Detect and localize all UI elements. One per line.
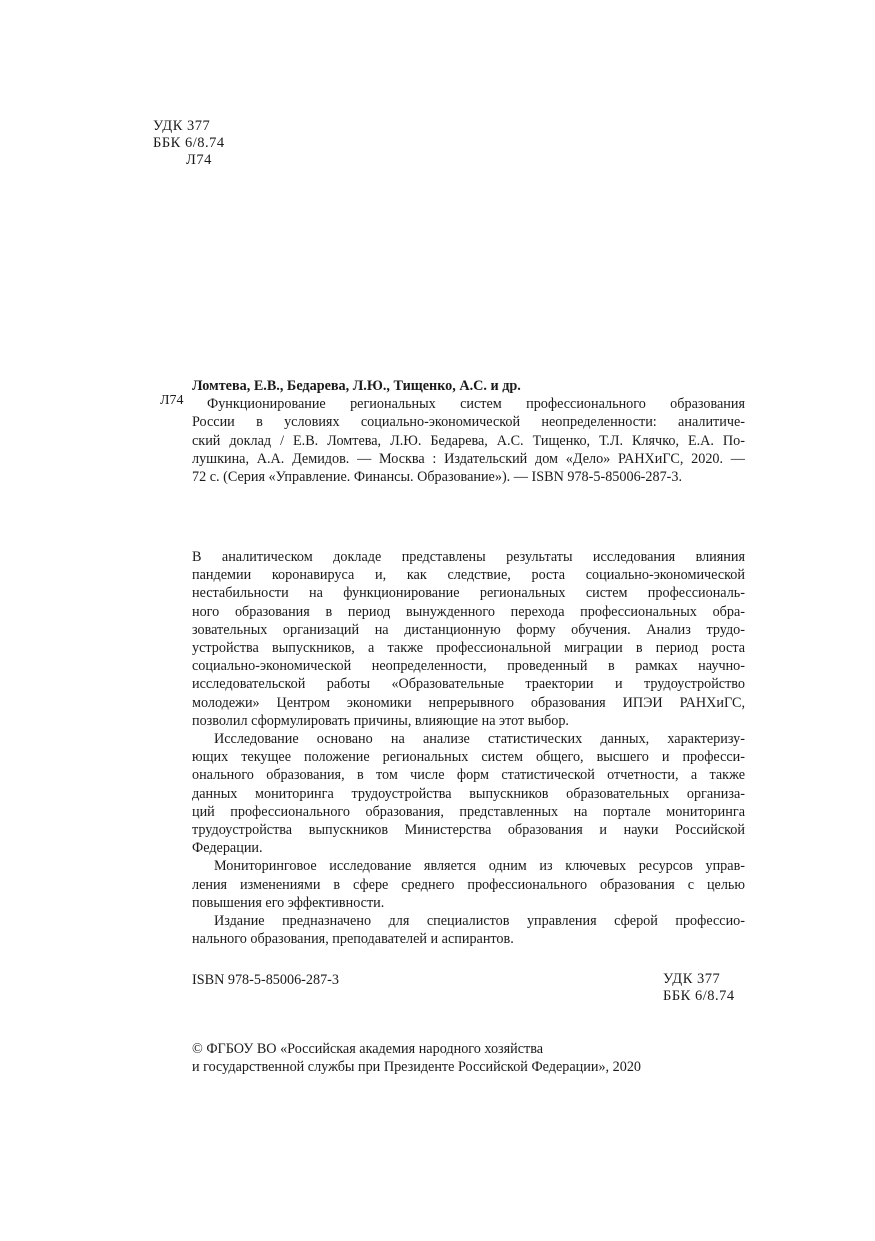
udk-code: УДК 377 (153, 118, 211, 134)
abstract-line: зовательных организаций на дистанционную форму обучения. Анализ трудо- (192, 621, 745, 638)
biblio-line: лушкина, А.А. Демидов. — Москва : Издательский дом «Дело» РАНХиГС, 2020. — (192, 450, 745, 467)
bbk-code: ББК 6/8.74 (663, 988, 735, 1004)
bbk-code: ББК 6/8.74 (153, 135, 225, 151)
abstract-line: Исследование основано на анализе статистических данных, характеризу- (214, 731, 745, 748)
abstract-line: данных мониторинга трудоустройства выпускников образовательных организа- (192, 785, 745, 802)
abstract-line: В аналитическом докладе представлены результаты исследования влияния (192, 549, 745, 565)
copyright-line: и государственной службы при Президенте Российской Федерации», 2020 (192, 1059, 642, 1076)
abstract-line: Федерации. (192, 840, 263, 857)
udk-code: УДК 377 (663, 971, 721, 987)
abstract-line: трудоустройства выпускников Министерства образования и науки Российской (192, 822, 745, 839)
abstract-line: молодежи» Центром экономики непрерывного образования ИПЭИ РАНХиГС, (192, 694, 745, 711)
author-mark-left: Л74 (160, 393, 184, 408)
abstract-line: ций профессионального образования, представленных на портале мониторинга (192, 803, 745, 820)
author-mark: Л74 (186, 152, 212, 168)
abstract-line: пандемии коронавируса и, как следствие, роста социально-экономической (192, 567, 745, 584)
classification-codes-top (153, 118, 225, 169)
abstract-line: позволил сформулировать причины, влияющие на этот выбор. (192, 712, 569, 729)
isbn: ISBN 978-5-85006-287-3 (192, 972, 339, 988)
abstract-line: онального образования, в том числе форм статистической отчетности, а также (192, 767, 745, 784)
abstract-line: повышения его эффективности. (192, 894, 385, 911)
abstract-line: социально-экономической неопределенности, проведенный в рамках научно- (192, 658, 745, 675)
abstract-line: нестабильности на функционирование региональных систем профессиональ- (192, 585, 745, 602)
abstract-line: Издание предназначено для специалистов управления сферой профессио- (214, 913, 745, 930)
abstract-line: Мониторинговое исследование является одним из ключевых ресурсов управ- (214, 858, 745, 875)
copyright-line: © ФГБОУ ВО «Российская академия народного хозяйства (192, 1041, 544, 1057)
biblio-line: 72 с. (Серия «Управление. Финансы. Образование»). — ISBN 978-5-85006-287-3. (192, 469, 683, 486)
abstract-line: ления изменениями в сфере среднего профессионального образования с целью (192, 876, 745, 893)
biblio-line: России в условиях социально-экономической неопределенности: аналитиче- (192, 414, 745, 431)
biblio-line: Функционирование региональных систем профессионального образования (207, 396, 745, 413)
abstract-line: исследовательской работы «Образовательные траектории и трудоустройство (192, 676, 745, 693)
authors: Ломтева, Е.В., Бедарева, Л.Ю., Тищенко, А.С. и др. (192, 378, 521, 394)
bibliographic-record (192, 377, 745, 486)
abstract-line: устройства выпускников, а также профессиональной миграции в период роста (192, 640, 745, 657)
abstract-line: ющих текущее положение региональных систем общего, высшего и професси- (192, 749, 745, 766)
copyright (192, 1040, 641, 1076)
classification-codes-bottom (663, 971, 735, 1005)
biblio-line: ский доклад / Е.В. Ломтева, Л.Ю. Бедарева, А.С. Тищенко, Т.Л. Клячко, Е.А. По- (192, 432, 745, 449)
abstract (192, 548, 745, 948)
abstract-line: ного образования в период вынужденного перехода профессиональных обра- (192, 603, 745, 620)
abstract-line: нального образования, преподавателей и аспирантов. (192, 931, 514, 948)
